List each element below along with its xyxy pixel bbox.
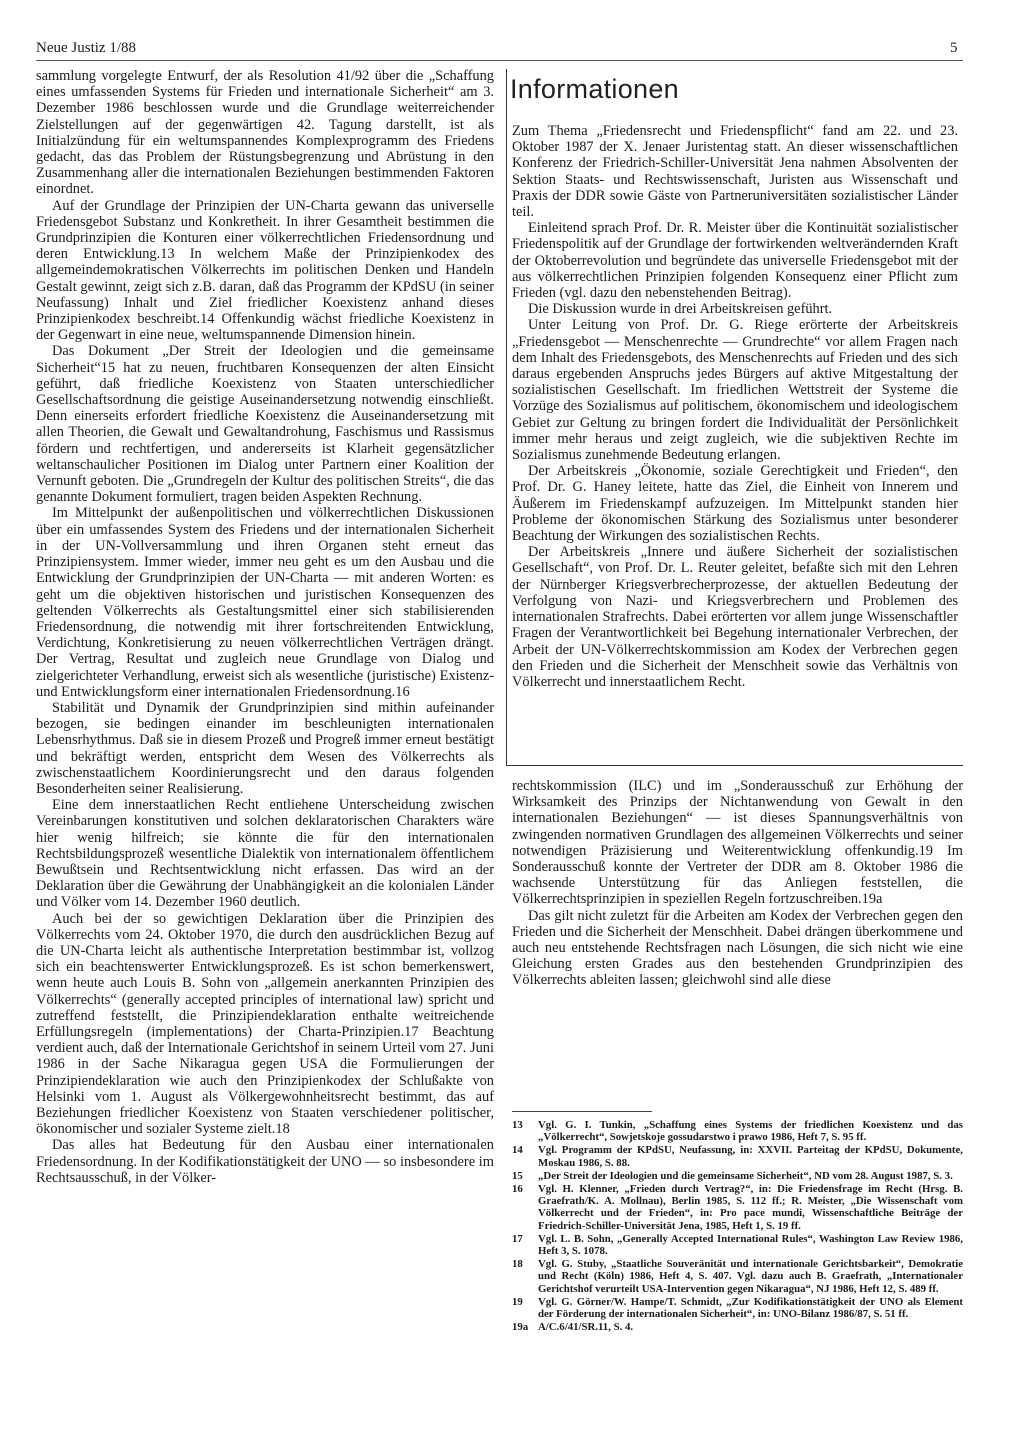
header-rule [36,60,963,61]
info-paragraph: Einleitend sprach Prof. Dr. R. Meister über die Kontinuität sozialistischer Friedenspolitik auf der Grundlage der fortwirkenden weltverändernden Kraft der Oktoberrevolution und begründete das universelle Friedensgebot mit der aus völkerrechtlichen Prinzipien folgenden Konsequenz einer Pflicht zum Frieden (vgl. dazu den nebenstehenden Beitrag). [512,220,958,302]
footnote-number: 16 [512,1183,523,1196]
body-paragraph: Eine dem innerstaatlichen Recht entliehene Unterscheidung zwischen Vereinbarungen konstitutiven und solchen deklaratorischen Charakters wäre hier wenig hilfreich; sie könnte die für den internationalen Rechtsbildungsprozeß wesentliche Dialektik von internationalem öffentlichem Bewußtsein und Rechtsentwicklung nicht erfassen. Das wird an der Deklaration über die Gewährung der Unabhängigkeit an die kolonialen Länder und Völker vom 14. Dezember 1960 deutlich. [36,797,494,911]
footnote-number: 14 [512,1144,523,1157]
footnote-rule [512,1111,652,1112]
body-paragraph: sammlung vorgelegte Entwurf, der als Resolution 41/92 über die „Schaffung eines umfassenden Systems für Frieden und internationale Sicherheit“ am 3. Dezember 1986 beschlossen wurde und die Grundlage weiterreichender Zielstellungen auf der gegenwärtigen 42. Tagung darstellt, ist als Initialzündung für ein weltumspannendes Komplexprogramm des Friedens gedacht, das das Problem der Rüstungsbegrenzung und Abrüstung in den Zusammenhang aller die internationalen Beziehungen bestimmenden Faktoren einordnet. [36,68,494,198]
footnote-number: 13 [512,1119,523,1131]
footnote [512,1296,963,1320]
body-paragraph: Das alles hat Bedeutung für den Ausbau einer internationalen Friedensordnung. In der Kodifikationstätigkeit der UNO — so insbesondere im Rechtsausschuß, in der Völker- [36,1137,494,1186]
footnote-text: Vgl. H. Klenner, „Frieden durch Vertrag?“, in: Die Friedensfrage im Recht (Hrsg. B. Graefrath/K. A. Mollnau), Berlin 1985, S. 112 ff.; R. Meister, „Die Wissenschaft vom Völkerrecht und der Frieden“, in: Pro pace mundi, Wissenschaftliche Beiträge der Friedrich-Schiller-Universität Jena, 1985, Heft 1, S. 19 ff. [538,1183,963,1232]
info-paragraph: Der Arbeitskreis „Ökonomie, soziale Gerechtigkeit und Frieden“, den Prof. Dr. G. Haney leitete, hatte das Ziel, die Einheit von Innerem und Äußerem im Friedenskampf aufzuzeigen. Im Mittelpunkt standen hier Probleme der ökonomischen Stärkung des Sozialismus unter besonderer Beachtung der Wirkungen des sozialistischen Rechts. [512,463,958,545]
body-paragraph: Stabilität und Dynamik der Grundprinzipien sind mithin aufeinander bezogen, sie bedingen einander im beschleunigten internationalen Lebensrhythmus. Daß sie in diesem Prozeß und Progreß immer erneut bestätigt und bekräftigt werden, entspricht dem Wesen des Völkerrechts als zwischenstaatlichem Koordinierungsrecht und den daraus folgenden Besonderheiten seiner Realisierung. [36,699,494,797]
body-paragraph: Das Dokument „Der Streit der Ideologien und die gemeinsame Sicherheit“15 hat zu neuen, fruchtbaren Konsequenzen der alten Einsicht geführt, daß friedliche Koexistenz von Staaten unterschiedlicher Gesellschaftsordnung die geistige Auseinandersetzung notwendig einschließt. Denn einerseits erfordert friedliche Koexistenz die Auseinandersetzung mit allen Theorien, die Gewalt und Gewaltandrohung, Faschismus und Rassismus fördern und rechtfertigen, und andererseits ist Klarheit gegensätzlicher weltanschaulicher Positionen im Dialog unter Partnern einer Koalition der Vernunft geboten. Die „Grundregeln der Kultur des politischen Streits“, die das genannte Dokument formuliert, tragen beiden Aspekten Rechnung. [36,343,494,506]
footnote [512,1144,963,1168]
body-paragraph: rechtskommission (ILC) und im „Sonderausschuß zur Erhöhung der Wirksamkeit des Prinzips der Nichtanwendung von Gewalt in den internationalen Beziehungen“ — ist dieses Spannungsverhältnis von zwingenden normativen Grundlagen des allgemeinen Völkerrechts und seiner notwendigen Präzisierung und Weiterentwicklung offenkundig.19 Im Sonderausschuß konnte der Vertreter der DDR am 8. Oktober 1986 die wachsende Unterstützung für das Anliegen feststellen, die Völkerrechtsprinzipien in speziellen Regeln fortzuschreiben.19a [512,778,963,908]
info-paragraph: Unter Leitung von Prof. Dr. G. Riege erörterte der Arbeitskreis „Friedensgebot — Menschenrechte — Grundrechte“ vor allem Fragen nach dem Inhalt des Friedensgebots, des Menschenrechts auf Frieden und des sich daraus ergebenden Anspruchs jedes Bürgers auf aktive Mitgestaltung der sozialistischen Gesellschaft. Im friedlichen Wettstreit der Systeme die Vorzüge des Sozialismus auf politischem, ökonomischem und ideologischem Gebiet zur Geltung zu bringen fordert die Individualität der Persönlichkeit immer mehr heraus und zeigt zugleich, wie die subjektiven Rechte im Sozialismus zunehmende Bedeutung erlangen. [512,317,958,464]
left-column [36,68,494,1186]
body-paragraph: Im Mittelpunkt der außenpolitischen und völkerrechtlichen Diskussionen über ein umfassendes System des Friedens und der internationalen Sicherheit in der UN-Vollversammlung und ihren Organen steht erneut das Prinzipiensystem. Immer wieder, immer neu geht es um den Ausbau und die Entwicklung der Grundprinzipien der UN-Charta — mit anderen Worten: es geht um die objektiven historischen und juristischen Konsequenzen des geltenden Völkerrechts als Gestaltungsmittel einer sich stabilisierenden Friedensordnung, die notwendig mit ihrer fortschreitenden Entwicklung, Verdichtung, Konkretisierung zu neuen völkerrechtlichen Verträgen drängt. Der Vertrag, Resultat und zugleich neue Grundlage von Dialog und zielgerichteter Verhandlung, erweist sich als wesentliche (juristische) Existenz- und Entwicklungsform einer internationalen Friedensordnung.16 [36,505,494,700]
footnote-text: Vgl. Programm der KPdSU, Neufassung, in: XXVII. Parteitag der KPdSU, Dokumente, Moskau 1986, S. 88. [538,1144,963,1169]
info-paragraph: Der Arbeitskreis „Innere und äußere Sicherheit der sozialistischen Gesellschaft“, von Prof. Dr. L. Reuter geleitet, befaßte sich mit den Lehren der Nürnberger Kriegsverbrecherprozesse, der aktuellen Bedeutung der Verfolgung von Nazi- und Kriegsverbrechern und Problemen des internationalen Strafrechts. Dabei erörterten vor allem junge Wissenschaftler Fragen der Verantwortlichkeit bei Begehung internationaler Verbrechen, der Arbeit der UN-Völkerrechtskommission am Kodex der Verbrechen gegen den Frieden und die Sicherheit der Menschheit sowie das Verhältnis von Völkerrecht und innerstaatlichem Recht. [512,544,958,690]
footnotes [512,1119,963,1334]
footnote-text: Vgl. G. I. Tunkin, „Schaffung eines Systems der friedlichen Koexistenz und das „Völkerrecht“, Sowjetskoje gossudarstwo i prawo 1986, Heft 7, S. 95 ff. [538,1119,963,1144]
footnote [512,1233,963,1257]
journal-name: Neue Justiz 1/88 [36,40,136,56]
footnote-number: 18 [512,1258,523,1271]
informationen-title: Informationen [510,74,679,104]
footnote [512,1258,963,1295]
footnote [512,1170,963,1182]
footnote-number: 19a [512,1321,529,1334]
footnote-text: „Der Streit der Ideologien und die gemeinsame Sicherheit“, ND vom 28. August 1987, S. 3. [538,1169,953,1182]
right-column-continuation [512,778,963,989]
footnote [512,1321,963,1333]
footnote [512,1119,963,1143]
footnote-text: Vgl. G. Stuby, „Staatliche Souveränität und internationale Gerichtsbarkeit“, Demokratie und Recht (Köln) 1986, Heft 4, S. 407. Vgl. dazu auch B. Graefrath, „Internationaler Gerichtshof verurteilt USA-Intervention gegen Nikaragua“, NJ 1986, Heft 12, S. 489 ff. [538,1258,963,1295]
body-paragraph: Auf der Grundlage der Prinzipien der UN-Charta gewann das universelle Friedensgebot Substanz und Konkretheit. In ihrer Gesamtheit bestimmen die Grundprinzipien die Konturen einer völkerrechtlichen Friedensordnung und deren Entwicklung.13 In welchem Maße der Prinzipienkodex des allgemeindemokratischen Völkerrechts im politischen Denken und Handeln Gestalt gewinnt, zeigt sich z.B. daran, daß das Programm der KPdSU (in seiner Neufassung) Inhalt und Ziel friedlicher Koexistenz anhand dieses Prinzipienkodex beschreibt.14 Offenkundig wächst friedliche Koexistenz in der Gegenwart in eine neue, weltumspannende Dimension hinein. [36,197,494,344]
page-number: 5 [950,40,958,56]
footnote-text: Vgl. G. Görner/W. Hampe/T. Schmidt, „Zur Kodifikationstätigkeit der UNO als Element der Förderung der internationalen Sicherheit“, in: UNO-Bilanz 1986/87, S. 51 ff. [538,1295,963,1321]
info-paragraph: Zum Thema „Friedensrecht und Friedenspflicht“ fand am 22. und 23. Oktober 1987 der X. Jenaer Juristentag statt. An dieser wissenschaftlichen Konferenz der Friedrich-Schiller-Universität Jena nahmen Absolventen der Sektion Staats- und Rechtswissenschaft, Juristen aus Wissenschaft und Praxis der DDR sowie Gäste von Partneruniversitäten sozialistischer Länder teil. [512,123,958,221]
info-paragraph: Die Diskussion wurde in drei Arbeitskreisen geführt. [528,301,833,318]
footnote-number: 17 [512,1232,523,1245]
footnote-number: 15 [512,1169,523,1182]
footnote-text: A/C.6/41/SR.11, S. 4. [538,1321,634,1334]
informationen-text [512,123,958,690]
footnote [512,1183,963,1232]
body-paragraph: Das gilt nicht zuletzt für die Arbeiten am Kodex der Verbrechen gegen den Frieden und die Sicherheit der Menschheit. Dabei drängen überkommene und auch neu entstehende Rechtsfragen nach Lösungen, die sich nicht wie eine Gleichung ersten Grades aus den bestehenden Grundprinzipien des Völkerrechts ableiten lassen; gleichwohl sind alle diese [512,907,963,989]
footnote-text: Vgl. L. B. Sohn, „Generally Accepted International Rules“, Washington Law Review 1986, Heft 3, S. 1078. [538,1232,963,1258]
body-paragraph: Auch bei der so gewichtigen Deklaration über die Prinzipien des Völkerrechts vom 24. Oktober 1970, die durch den ausdrücklichen Bezug auf die UN-Charta leicht als authentische Interpretation bestimmbar ist, vollzog sich ein beachtenswerter Entwicklungsprozeß. Es ist schon bemerkenswert, wenn heute auch Louis B. Sohn von „allgemein anerkannten Prinzipien des Völkerrechts“ (generally accepted principles of international law) spricht und zutreffend feststellt, die Prinzipiendeklaration enthalte weitreichende Erfüllungsregeln (implementations) der Charta-Prinzipien.17 Beachtung verdient auch, daß der Internationale Gerichtshof in seinem Urteil vom 27. Juni 1986 in der Sache Nikaragua gegen USA die Formulierungen der Prinzipiendeklaration wie auch den Prinzipienkodex der Schlußakte von Helsinki vom 1. August als Völkergewohnheitsrecht bestimmt, das auf Beziehungen friedlicher Koexistenz von Staaten verschiedener politischer, ökonomischer und sozialer Systeme zielt.18 [36,910,494,1138]
footnote-number: 19 [512,1295,523,1308]
